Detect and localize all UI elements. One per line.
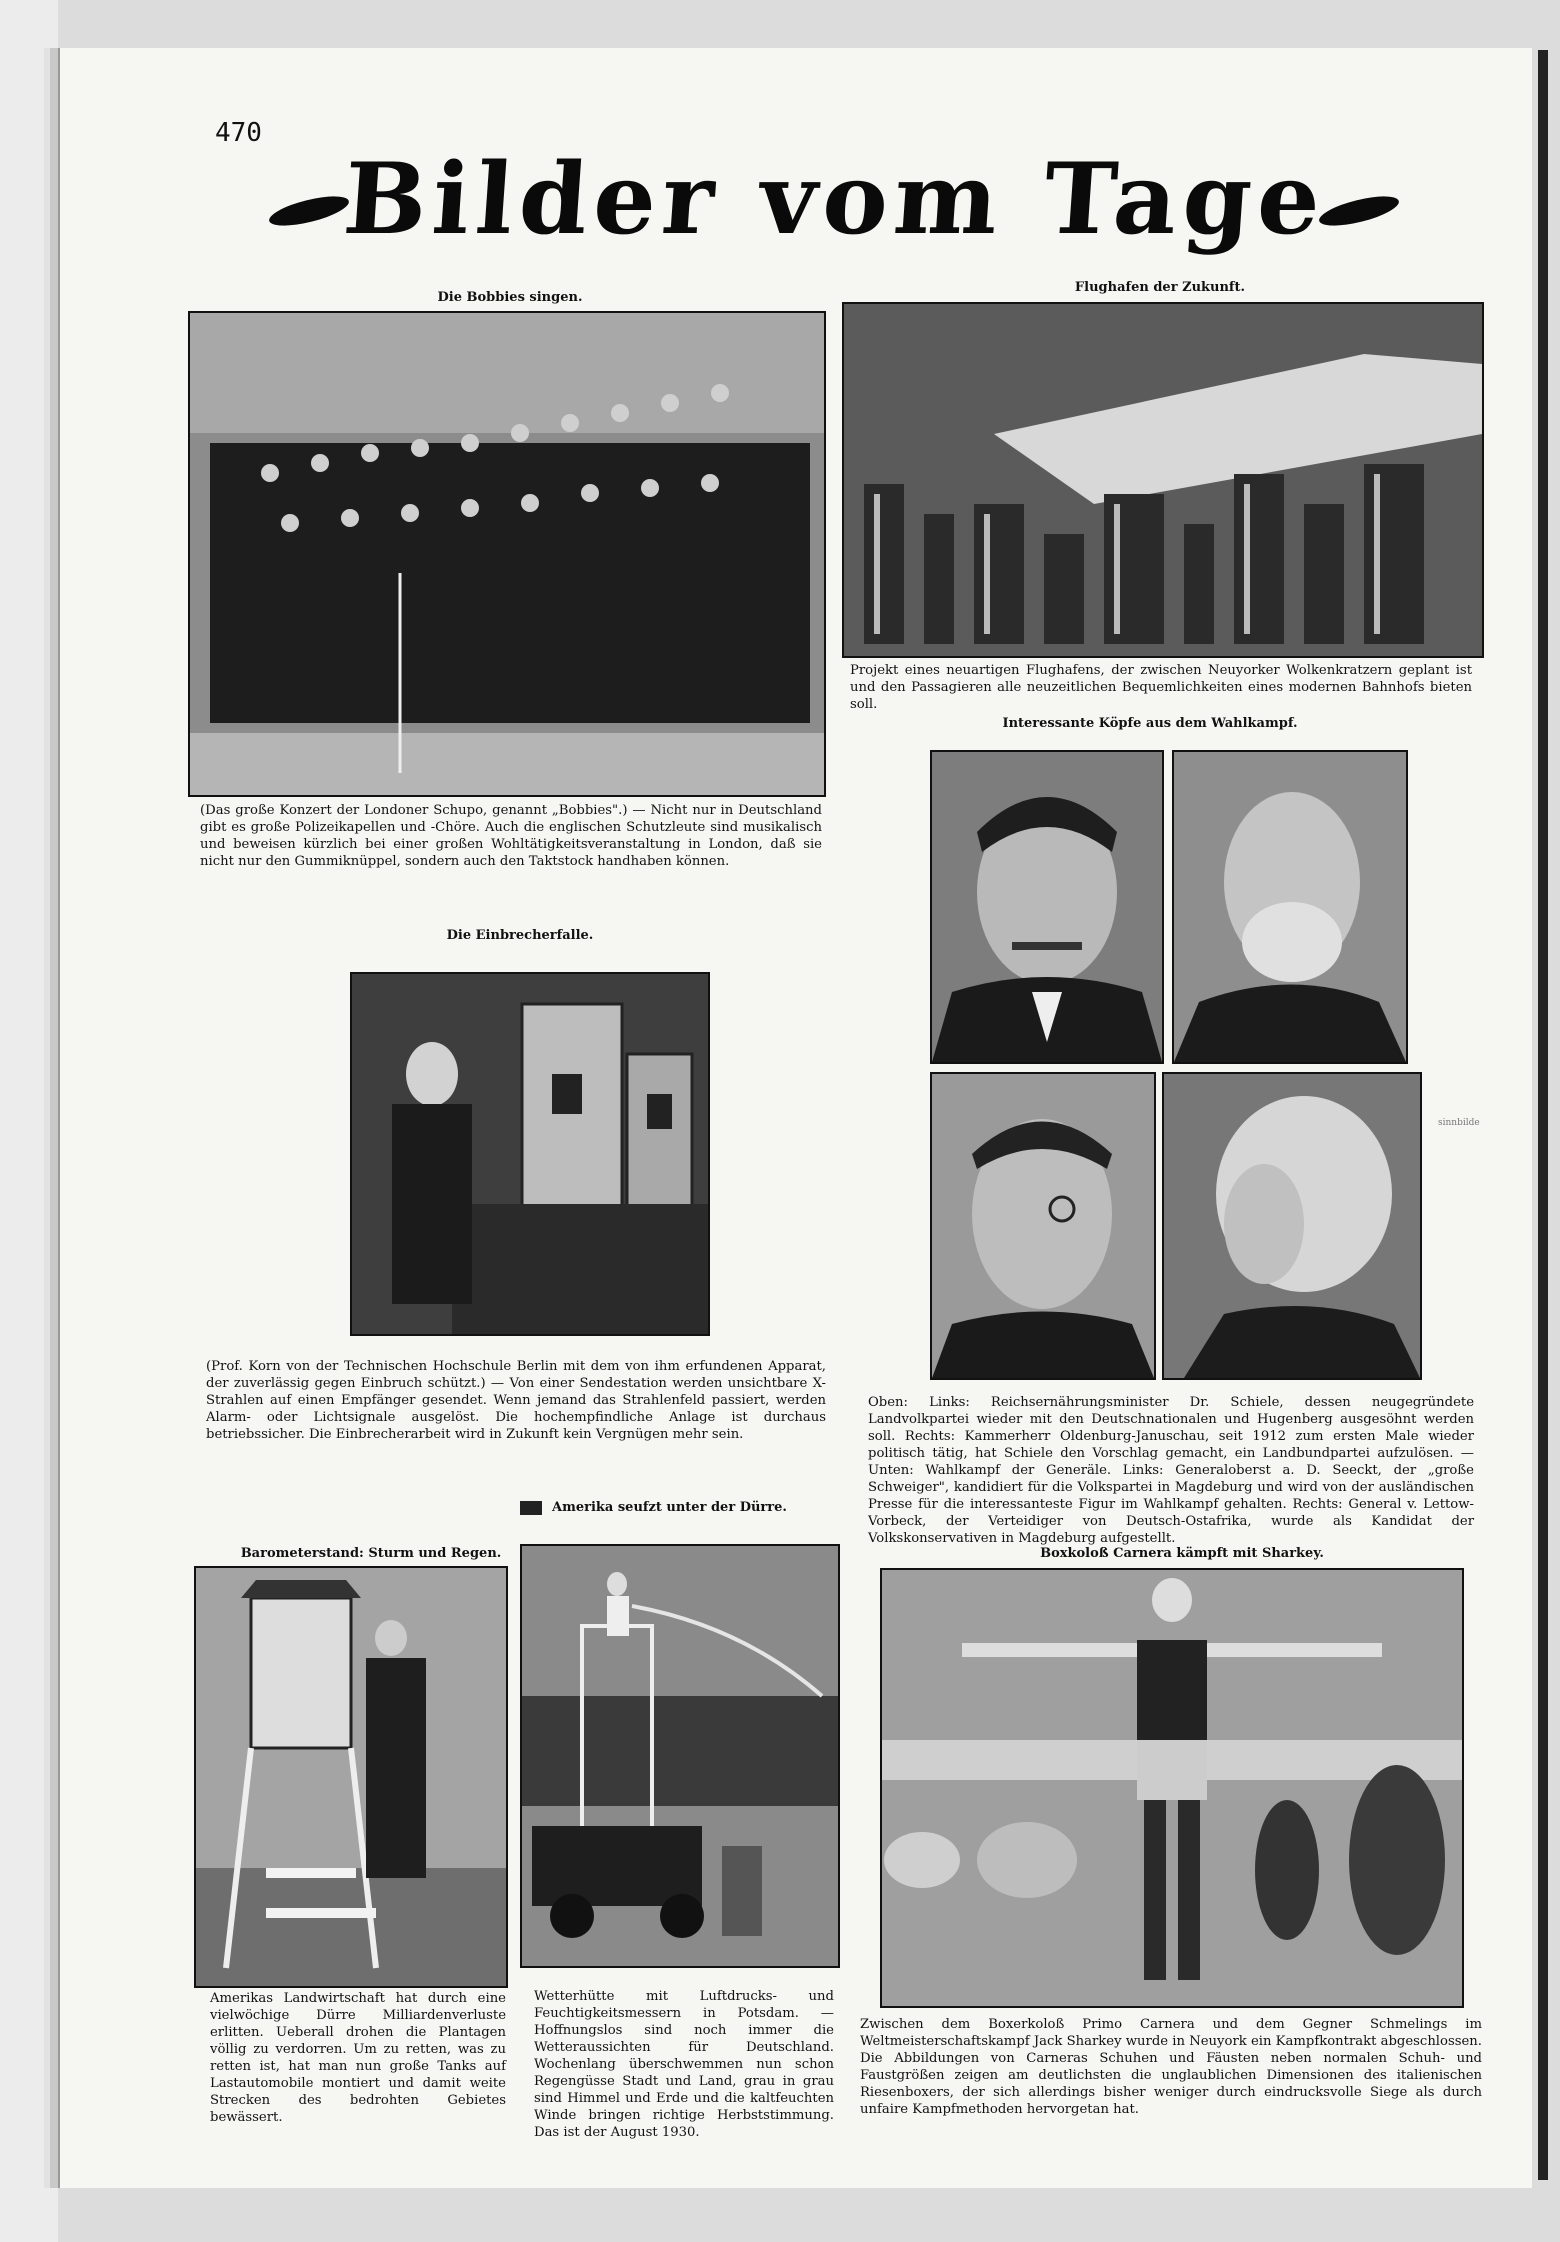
duerre-caption: Amerikas Landwirtschaft hat durch eine vielwöchige Dürre Milliardenverluste erlitten. Ueberall drohen die Plantagen völlig zu verdorren. Um zu retten, was zu retten ist, hat man nun große Tanks auf Lastautomobile montiert und damit weite Strecken des bedrohten Gebietes bewässert. [210, 1991, 506, 2125]
page-edge [1538, 50, 1548, 2180]
carnera-heading: Boxkoloß Carnera kämpft mit Sharkey. [1040, 1546, 1324, 1561]
bobbies-photo [188, 311, 826, 797]
duerre-heading [520, 1500, 860, 1515]
flughafen-caption: Projekt eines neuartigen Flughafens, der zwischen Neuyorker Wolkenkratzern geplant ist und den Passagieren alle neuzeitlichen Bequemlichkeiten eines modernen Bahnhofs bieten soll. [850, 663, 1472, 712]
carnera-caption: Zwischen dem Boxerkoloß Primo Carnera und dem Gegner Schmelings im Weltmeisterschaftskampf Jack Sharkey wurde in Neuyork ein Kampfkontrakt abgeschlossen. Die Abbildungen von Carneras Schuhen und Fäusten neben normalen Schuh- und Faustgrößen zeigen am deutlichsten die unglaublichen Dimensionen des italienischen Riesenboxers, der sich allerdings bisher weniger durch eindrucksvolle Siege als durch unfaire Kampfmethoden hervorgetan hat. [860, 2017, 1482, 2117]
portrait-seeckt [930, 1072, 1156, 1380]
einbrecher-heading: Die Einbrecherfalle. [446, 928, 594, 943]
barometer-heading: Barometerstand: Sturm und Regen. [240, 1546, 502, 1561]
background-strip [0, 0, 58, 2242]
einbrecher-photo [350, 972, 710, 1336]
flughafen-photo [842, 302, 1484, 658]
bobbies-caption: (Das große Konzert der Londoner Schupo, genannt „Bobbies".) — Nicht nur in Deutschland gibt es große Polizeikapellen und -Chöre. Auch die englischen Schutzleute sind musikalisch und beweisen kürzlich bei einer großen Wohltätigkeitsveranstaltung in London, daß sie nicht nur den Gummiknüppel, sondern auch den Taktstock handhaben können. [200, 803, 822, 869]
carnera-photo [880, 1568, 1464, 2008]
koepfe-caption: Oben: Links: Reichsernährungsminister Dr. Schiele, dessen neugegründete Landvolkpartei wieder mit den Deutschnationalen und Hugenberg ausgesöhnt werden soll. Rechts: Kammerherr Oldenburg-Januschau, seit 1912 zum ersten Male wieder politisch tätig, hat Schiele den Vorschlag gemacht, ein Landbundpartei aufzulösen. — Unten: Wahlkampf der Generäle. Links: Generaloberst a. D. Seeckt, der „große Schweiger", kandidiert für die Volkspartei in Magdeburg und wird von der ausländischen Presse für die interessanteste Figur im Wahlkampf gehalten. Rechts: General v. Lettow-Vorbeck, der Verteidiger von Deutsch-Ostafrika, wurde als Kandidat der Volkskonservativen in Magdeburg aufgestellt. [868, 1395, 1474, 1546]
koepfe-heading: Interessante Köpfe aus dem Wahlkampf. [1002, 716, 1298, 731]
portrait-lettow-vorbeck [1162, 1072, 1422, 1380]
barometer-caption: Wetterhütte mit Luftdrucks- und Feuchtigkeitsmessern in Potsdam. — Hoffnungslos sind noch immer die Wetteraussichten für Deutschland. Wochenlang überschwemmen nun schon Regengüsse Stadt und Land, grau in grau sind Himmel und Erde und die kaltfeuchten Winde bringen richtige Herbststimmung. Das ist der August 1930. [534, 1989, 834, 2140]
margin-note: sinnbilde [1438, 1118, 1480, 1128]
barometer-photo [194, 1566, 508, 1988]
flughafen-heading: Flughafen der Zukunft. [1074, 280, 1246, 295]
tank-truck-photo [520, 1544, 840, 1968]
flag-icon [520, 1501, 542, 1515]
einbrecher-caption: (Prof. Korn von der Technischen Hochschule Berlin mit dem von ihm erfundenen Apparat, der zuverlässig gegen Einbruch schützt.) — Von einer Sendestation werden unsichtbare X-Strahlen auf einen Empfänger gesendet. Wenn jemand das Strahlenfeld passiert, werden Alarm- oder Lichtsignale ausgelöst. Die hochempfindliche Anlage ist durchaus betriebssicher. Die Einbrecherarbeit wird in Zukunft kein Vergnügen mehr sein. [206, 1359, 826, 1442]
page-number: 470 [215, 118, 262, 148]
portrait-schiele [930, 750, 1164, 1064]
bobbies-heading: Die Bobbies singen. [437, 290, 583, 305]
page-headline: Bilder vom Tage [339, 142, 1330, 257]
portrait-oldenburg [1172, 750, 1408, 1064]
duerre-heading-text: Amerika seufzt unter der Dürre. [552, 1500, 787, 1515]
